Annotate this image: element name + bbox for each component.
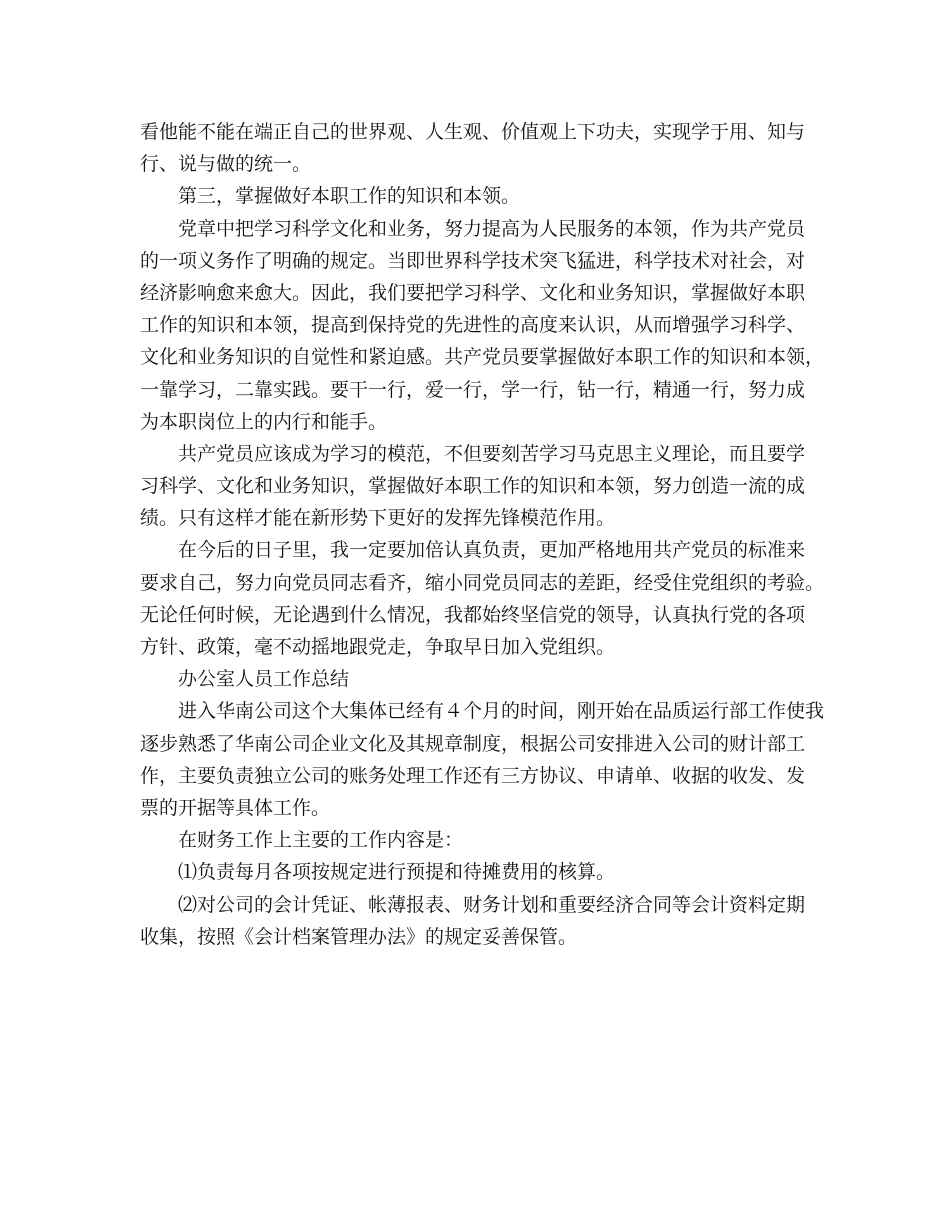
text-line: 要求自己，努力向党员同志看齐，缩小同党员同志的差距，经受住党组织的考验。: [140, 571, 825, 594]
text-line: 一靠学习，二靠实践。要干一行，爱一行，学一行，钻一行，精通一行，努力成: [140, 378, 806, 401]
text-line: 票的开据等具体工作。: [140, 796, 331, 819]
text-line: 进入华南公司这个大集体已经有４个月的时间，刚开始在品质运行部工作使我: [178, 700, 825, 723]
text-line: 收集，按照《会计档案管理办法》的规定妥善保管。: [140, 925, 578, 948]
text-line: 的一项义务作了明确的规定。当即世界科学技术突飞猛进，科学技术对社会，对: [140, 249, 806, 272]
text-line: 无论任何时候，无论遇到什么情况，我都始终坚信党的领导，认真执行党的各项: [140, 603, 806, 626]
text-line: 工作的知识和本领，提高到保持党的先进性的高度来认识，从而增强学习科学、: [140, 314, 806, 337]
text-line: 共产党员应该成为学习的模范，不但要刻苦学习马克思主义理论，而且要学: [178, 442, 806, 465]
section-heading: 第三，掌握做好本职工作的知识和本领。: [178, 185, 521, 208]
text-line: 逐步熟悉了华南公司企业文化及其规章制度，根据公司安排进入公司的财计部工: [140, 732, 806, 755]
text-line: 习科学、文化和业务知识，掌握做好本职工作的知识和本领，努力创造一流的成: [140, 475, 806, 498]
text-line: 文化和业务知识的自觉性和紧迫感。共产党员要掌握做好本职工作的知识和本领，: [140, 346, 825, 369]
text-line: 作，主要负责独立公司的账务处理工作还有三方协议、申请单、收据的收发、发: [140, 764, 806, 787]
document-body: [140, 116, 825, 953]
text-line: 党章中把学习科学文化和业务，努力提高为人民服务的本领，作为共产党员: [178, 217, 806, 240]
list-item: ⑴负责每月各项按规定进行预提和待摊费用的核算。: [178, 861, 616, 884]
list-item: ⑵对公司的会计凭证、帐薄报表、财务计划和重要经济合同等会计资料定期: [178, 893, 806, 916]
section-title: 办公室人员工作总结: [178, 668, 350, 691]
text-line: 看他能不能在端正自己的世界观、人生观、价值观上下功夫，实现学于用、知与: [140, 121, 806, 143]
text-line: 行、说与做的统一。: [140, 153, 312, 176]
text-line: 方针、政策，毫不动摇地跟党走，争取早日加入党组织。: [140, 636, 616, 658]
text-line: 绩。只有这样才能在新形势下更好的发挥先锋模范作用。: [140, 507, 616, 530]
text-line: 在财务工作上主要的工作内容是：: [178, 829, 464, 852]
text-line: 经济影响愈来愈大。因此，我们要把学习科学、文化和业务知识，掌握做好本职: [140, 281, 806, 304]
text-line: 在今后的日子里，我一定要加倍认真负责，更加严格地用共产党员的标准来: [178, 539, 806, 562]
text-line: 为本职岗位上的内行和能手。: [140, 410, 388, 433]
